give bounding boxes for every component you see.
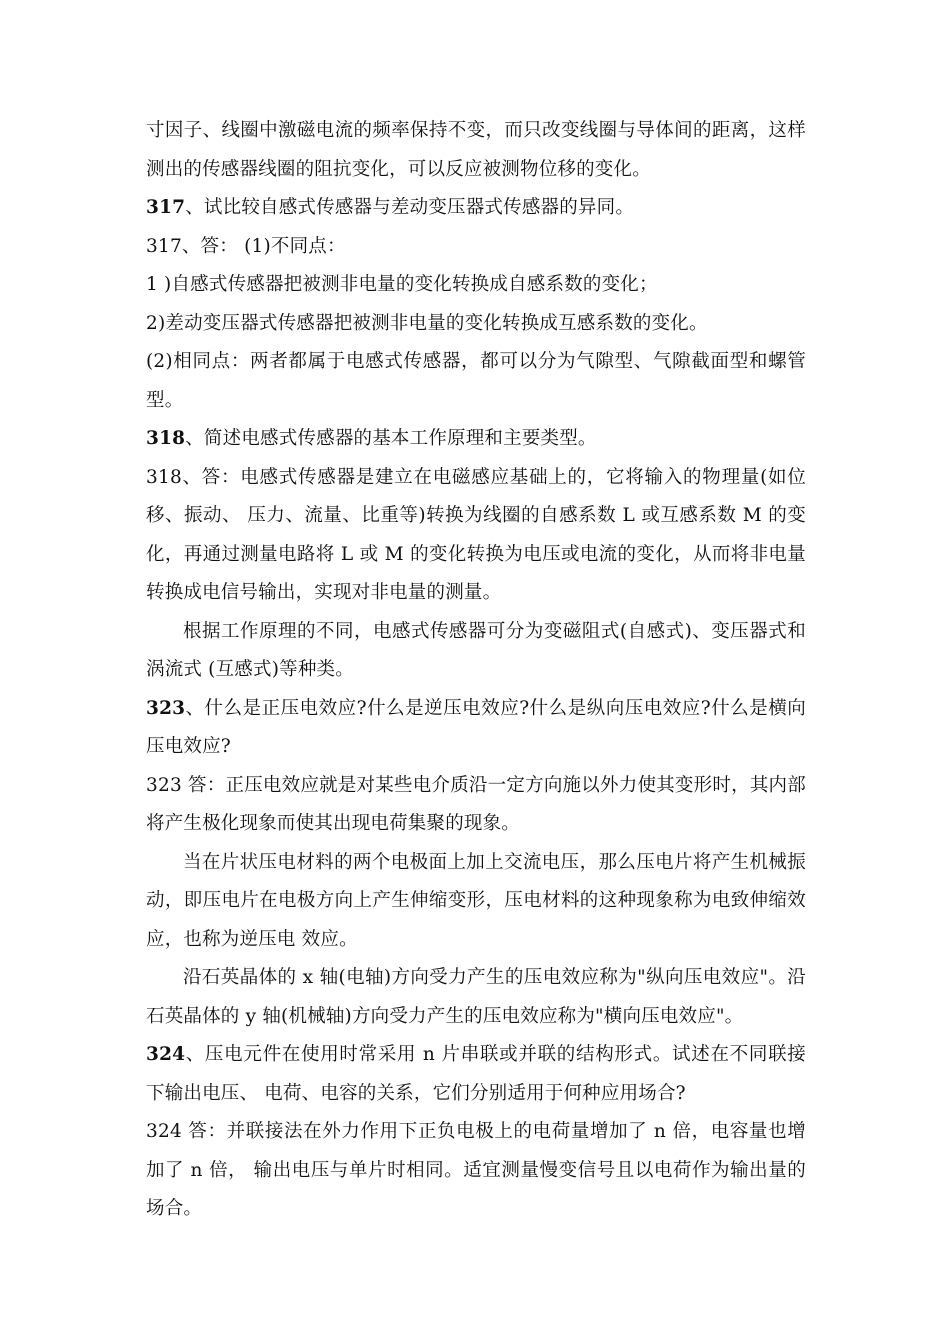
answer-317-point-2: 2)差动变压器式传感器把被测非电量的变化转换成互感系数的变化。 — [146, 312, 708, 334]
document-body — [146, 112, 806, 1229]
paragraph-continuation: 寸因子、线圈中激磁电流的频率保持不变，而只改变线圈与导体间的距离，这样测出的传感器线圈的阻抗变化，可以反应被测物位移的变化。 — [146, 120, 806, 180]
answer-318-types: 根据工作原理的不同，电感式传感器可分为变磁阻式(自感式)、变压器式和涡流式 (互感式)等种类。 — [146, 620, 806, 680]
question-323 — [146, 690, 806, 767]
question-317 — [146, 189, 806, 228]
question-318 — [146, 420, 806, 459]
answer-323-inverse: 当在片状压电材料的两个电极面上加上交流电压，那么压电片将产生机械振动，即压电片在电极方向上产生伸缩变形，压电材料的这种现象称为电致伸缩效应，也称为逆压电 效应。 — [146, 851, 806, 950]
answer-317-similarity: (2)相同点：两者都属于电感式传感器，都可以分为气隙型、气隙截面型和螺管型。 — [146, 351, 806, 411]
question-number: 324 — [146, 1044, 186, 1065]
answer-317-heading: 317、答： (1)不同点： — [146, 235, 346, 257]
question-text: 、试比较自感式传感器与差动变压器式传感器的异同。 — [185, 197, 635, 218]
question-number: 317 — [146, 197, 186, 218]
answer-318: 318、答：电感式传感器是建立在电磁感应基础上的，它将输入的物理量(如位移、振动、 压力、流量、比重等)转换为线圈的自感系数 L 或互感系数 M 的变化，再通过测量电路将 L 或 M 的变化转换为电压或电流的变化，从而将非电量转换成电信号输出，实现对非电量的测量。 — [146, 466, 806, 603]
question-text: 、什么是正压电效应?什么是逆压电效应?什么是纵向压电效应?什么是横向压电效应? — [146, 697, 806, 757]
question-324 — [146, 1036, 806, 1113]
question-number: 318 — [146, 428, 186, 449]
question-text: 、压电元件在使用时常采用 n 片串联或并联的结构形式。试述在不同联接下输出电压、 电荷、电容的关系，它们分别适用于何种应用场合? — [146, 1044, 806, 1104]
answer-324: 324 答：并联接法在外力作用下正负电极上的电荷量增加了 n 倍，电容量也增加了 n 倍， 输出电压与单片时相同。适宜测量慢变信号且以电荷作为输出量的场合。 — [146, 1121, 806, 1219]
answer-323-longitudinal: 沿石英晶体的 x 轴(电轴)方向受力产生的压电效应称为"纵向压电效应"。沿石英晶体的 y 轴(机械轴)方向受力产生的压电效应称为"横向压电效应"。 — [146, 967, 806, 1027]
question-number: 323 — [146, 697, 186, 719]
answer-317-point-1: 1 )自感式传感器把被测非电量的变化转换成自感系数的变化； — [146, 274, 658, 295]
answer-323: 323 答：正压电效应就是对某些电介质沿一定方向施以外力使其变形时，其内部将产生极化现象而使其出现电荷集聚的现象。 — [146, 774, 806, 834]
question-text: 、简述电感式传感器的基本工作原理和主要类型。 — [185, 428, 597, 449]
